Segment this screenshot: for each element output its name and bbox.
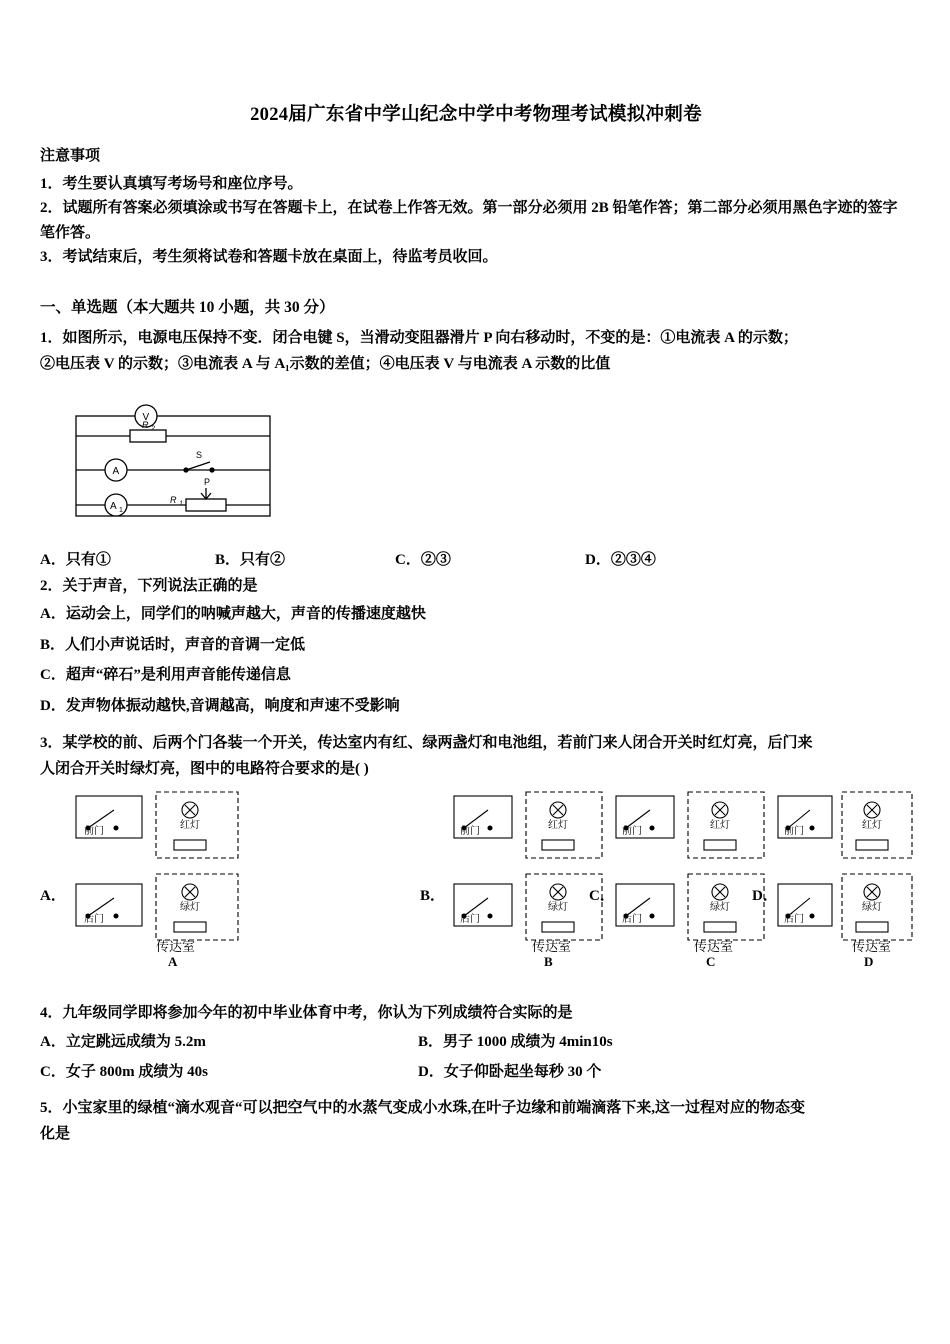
section-title: 一、单选题（本大题共 10 小题，共 30 分） xyxy=(40,299,335,317)
svg-text:绿灯: 绿灯 xyxy=(548,902,568,914)
svg-text:2: 2 xyxy=(151,425,155,433)
question-4-option-d: D．女子仰卧起坐每秒 30 个 xyxy=(418,1063,602,1080)
notice-item-1: 1．考生要认真填写考场号和座位序号。 xyxy=(40,176,303,192)
question-3-caption-c: C xyxy=(706,954,716,970)
question-3-caption-a-room: 传达室 xyxy=(156,939,196,955)
question-4-options-row-2 xyxy=(40,1057,912,1087)
svg-text:S: S xyxy=(196,449,203,460)
svg-text:后门: 后门 xyxy=(622,914,642,926)
svg-text:绿灯: 绿灯 xyxy=(180,902,200,914)
question-1-options xyxy=(40,548,912,569)
svg-text:前门: 前门 xyxy=(460,826,480,838)
circuit-option-b-svg xyxy=(450,788,610,948)
question-1-option-a: A．只有① xyxy=(40,551,111,568)
svg-text:A: A xyxy=(112,465,120,477)
question-3-option-a-letter: A． xyxy=(40,888,66,905)
svg-text:绿灯: 绿灯 xyxy=(862,902,882,914)
question-5-stem-line-2: 化是 xyxy=(40,1125,71,1142)
question-2-option-b: B．人们小声说话时，声音的音调一定低 xyxy=(40,636,306,653)
question-1-stem-line-1: 1．如图所示，电源电压保持不变．闭合电键 S，当滑动变阻器滑片 P 向右移动时，不变的是：①电流表 A 的示数； xyxy=(40,330,798,347)
question-3-diagram-a xyxy=(70,788,250,953)
question-2-option-d: D．发声物体振动越快,音调越高，响度和声速不受影响 xyxy=(40,698,400,715)
svg-text:R: R xyxy=(142,419,149,430)
question-2-option-a: A．运动会上，同学们的呐喊声越大，声音的传播速度越快 xyxy=(40,605,426,622)
question-1-figure xyxy=(40,388,912,538)
question-3-stem-line-1: 3．某学校的前、后两个门各装一个开关，传达室内有红、绿两盏灯和电池组，若前门来人闭合开关时红灯亮，后门来 xyxy=(40,734,813,751)
question-3-figure xyxy=(40,788,912,978)
page-title: 2024届广东省中学山纪念中学中考物理考试模拟冲刺卷 xyxy=(250,105,702,125)
question-2-option-c: C．超声“碎石”是利用声音能传递信息 xyxy=(40,667,291,684)
svg-text:红灯: 红灯 xyxy=(710,820,730,832)
svg-text:前门: 前门 xyxy=(784,826,804,838)
question-1-option-c: C．②③ xyxy=(395,551,451,568)
question-2-options xyxy=(40,599,912,722)
question-4-option-c: C．女子 800m 成绩为 40s xyxy=(40,1063,208,1080)
question-1-option-b: B．只有② xyxy=(215,551,286,568)
svg-text:1: 1 xyxy=(119,506,123,514)
question-3-stem-line-2: 人闭合开关时绿灯亮，图中的电路符合要求的是( ) xyxy=(40,761,369,778)
svg-text:A: A xyxy=(110,500,117,512)
svg-text:V: V xyxy=(142,411,150,423)
question-4-option-b: B．男子 1000 成绩为 4min10s xyxy=(418,1033,613,1050)
question-3-diagram-b xyxy=(450,788,610,953)
question-3-caption-a: A xyxy=(168,954,178,970)
question-3-diagram-d xyxy=(776,788,916,953)
svg-text:1: 1 xyxy=(179,500,183,508)
question-3-caption-c-room: 传达室 xyxy=(694,939,734,955)
notice-heading: 注意事项 xyxy=(40,148,101,164)
svg-text:红灯: 红灯 xyxy=(548,820,568,832)
page-content xyxy=(40,100,912,1147)
circuit-option-c-svg xyxy=(612,788,772,948)
svg-text:绿灯: 绿灯 xyxy=(710,902,730,914)
svg-text:R: R xyxy=(170,494,177,505)
question-3-caption-b-room: 传达室 xyxy=(532,939,572,955)
question-5-stem-line-1: 5．小宝家里的绿植“滴水观音“可以把空气中的水蒸气变成小水珠,在叶子边缘和前端滴落下来,这一过程对应的物态变 xyxy=(40,1099,806,1116)
circuit-diagram-1-svg xyxy=(58,388,308,536)
svg-text:后门: 后门 xyxy=(84,914,104,926)
circuit-option-a-svg xyxy=(70,788,250,948)
question-2-stem: 2．关于声音，下列说法正确的是 xyxy=(40,577,258,594)
circuit-option-d-svg xyxy=(776,788,916,948)
question-4-option-a: A．立定跳远成绩为 5.2m xyxy=(40,1033,206,1050)
question-3-diagram-c xyxy=(612,788,772,953)
svg-text:P: P xyxy=(204,476,211,487)
question-3-option-d-letter: D． xyxy=(752,888,778,905)
question-3-caption-d-room: 传达室 xyxy=(852,939,892,955)
question-4-stem: 4．九年级同学即将参加今年的初中毕业体育中考，你认为下列成绩符合实际的是 xyxy=(40,1005,573,1022)
question-3-option-b-letter: B． xyxy=(420,888,446,905)
svg-text:红灯: 红灯 xyxy=(862,820,882,832)
question-3-option-c-letter: C． xyxy=(589,888,615,905)
question-1-option-d: D．②③④ xyxy=(585,551,656,568)
question-4-options-row-1 xyxy=(40,1027,912,1057)
question-1-stem-line-2: ②电压表 V 的示数；③电流表 A 与 A₁示数的差值；④电压表 V 与电流表 A 示数的比值 xyxy=(40,356,611,373)
notice-item-3: 3．考试结束后，考生须将试卷和答题卡放在桌面上，待监考员收回。 xyxy=(40,248,498,265)
svg-text:前门: 前门 xyxy=(84,826,104,838)
svg-text:后门: 后门 xyxy=(460,914,480,926)
notice-item-2: 2．试题所有答案必须填涂或书写在答题卡上，在试卷上作答无效。第一部分必须用 2B 铅笔作答；第二部分必须用黑色字迹的签字笔作答。 xyxy=(40,200,898,241)
svg-text:前门: 前门 xyxy=(622,826,642,838)
question-3-caption-b: B xyxy=(544,954,553,970)
question-3-caption-d: D xyxy=(864,954,874,970)
svg-text:红灯: 红灯 xyxy=(180,820,200,832)
svg-text:后门: 后门 xyxy=(784,914,804,926)
